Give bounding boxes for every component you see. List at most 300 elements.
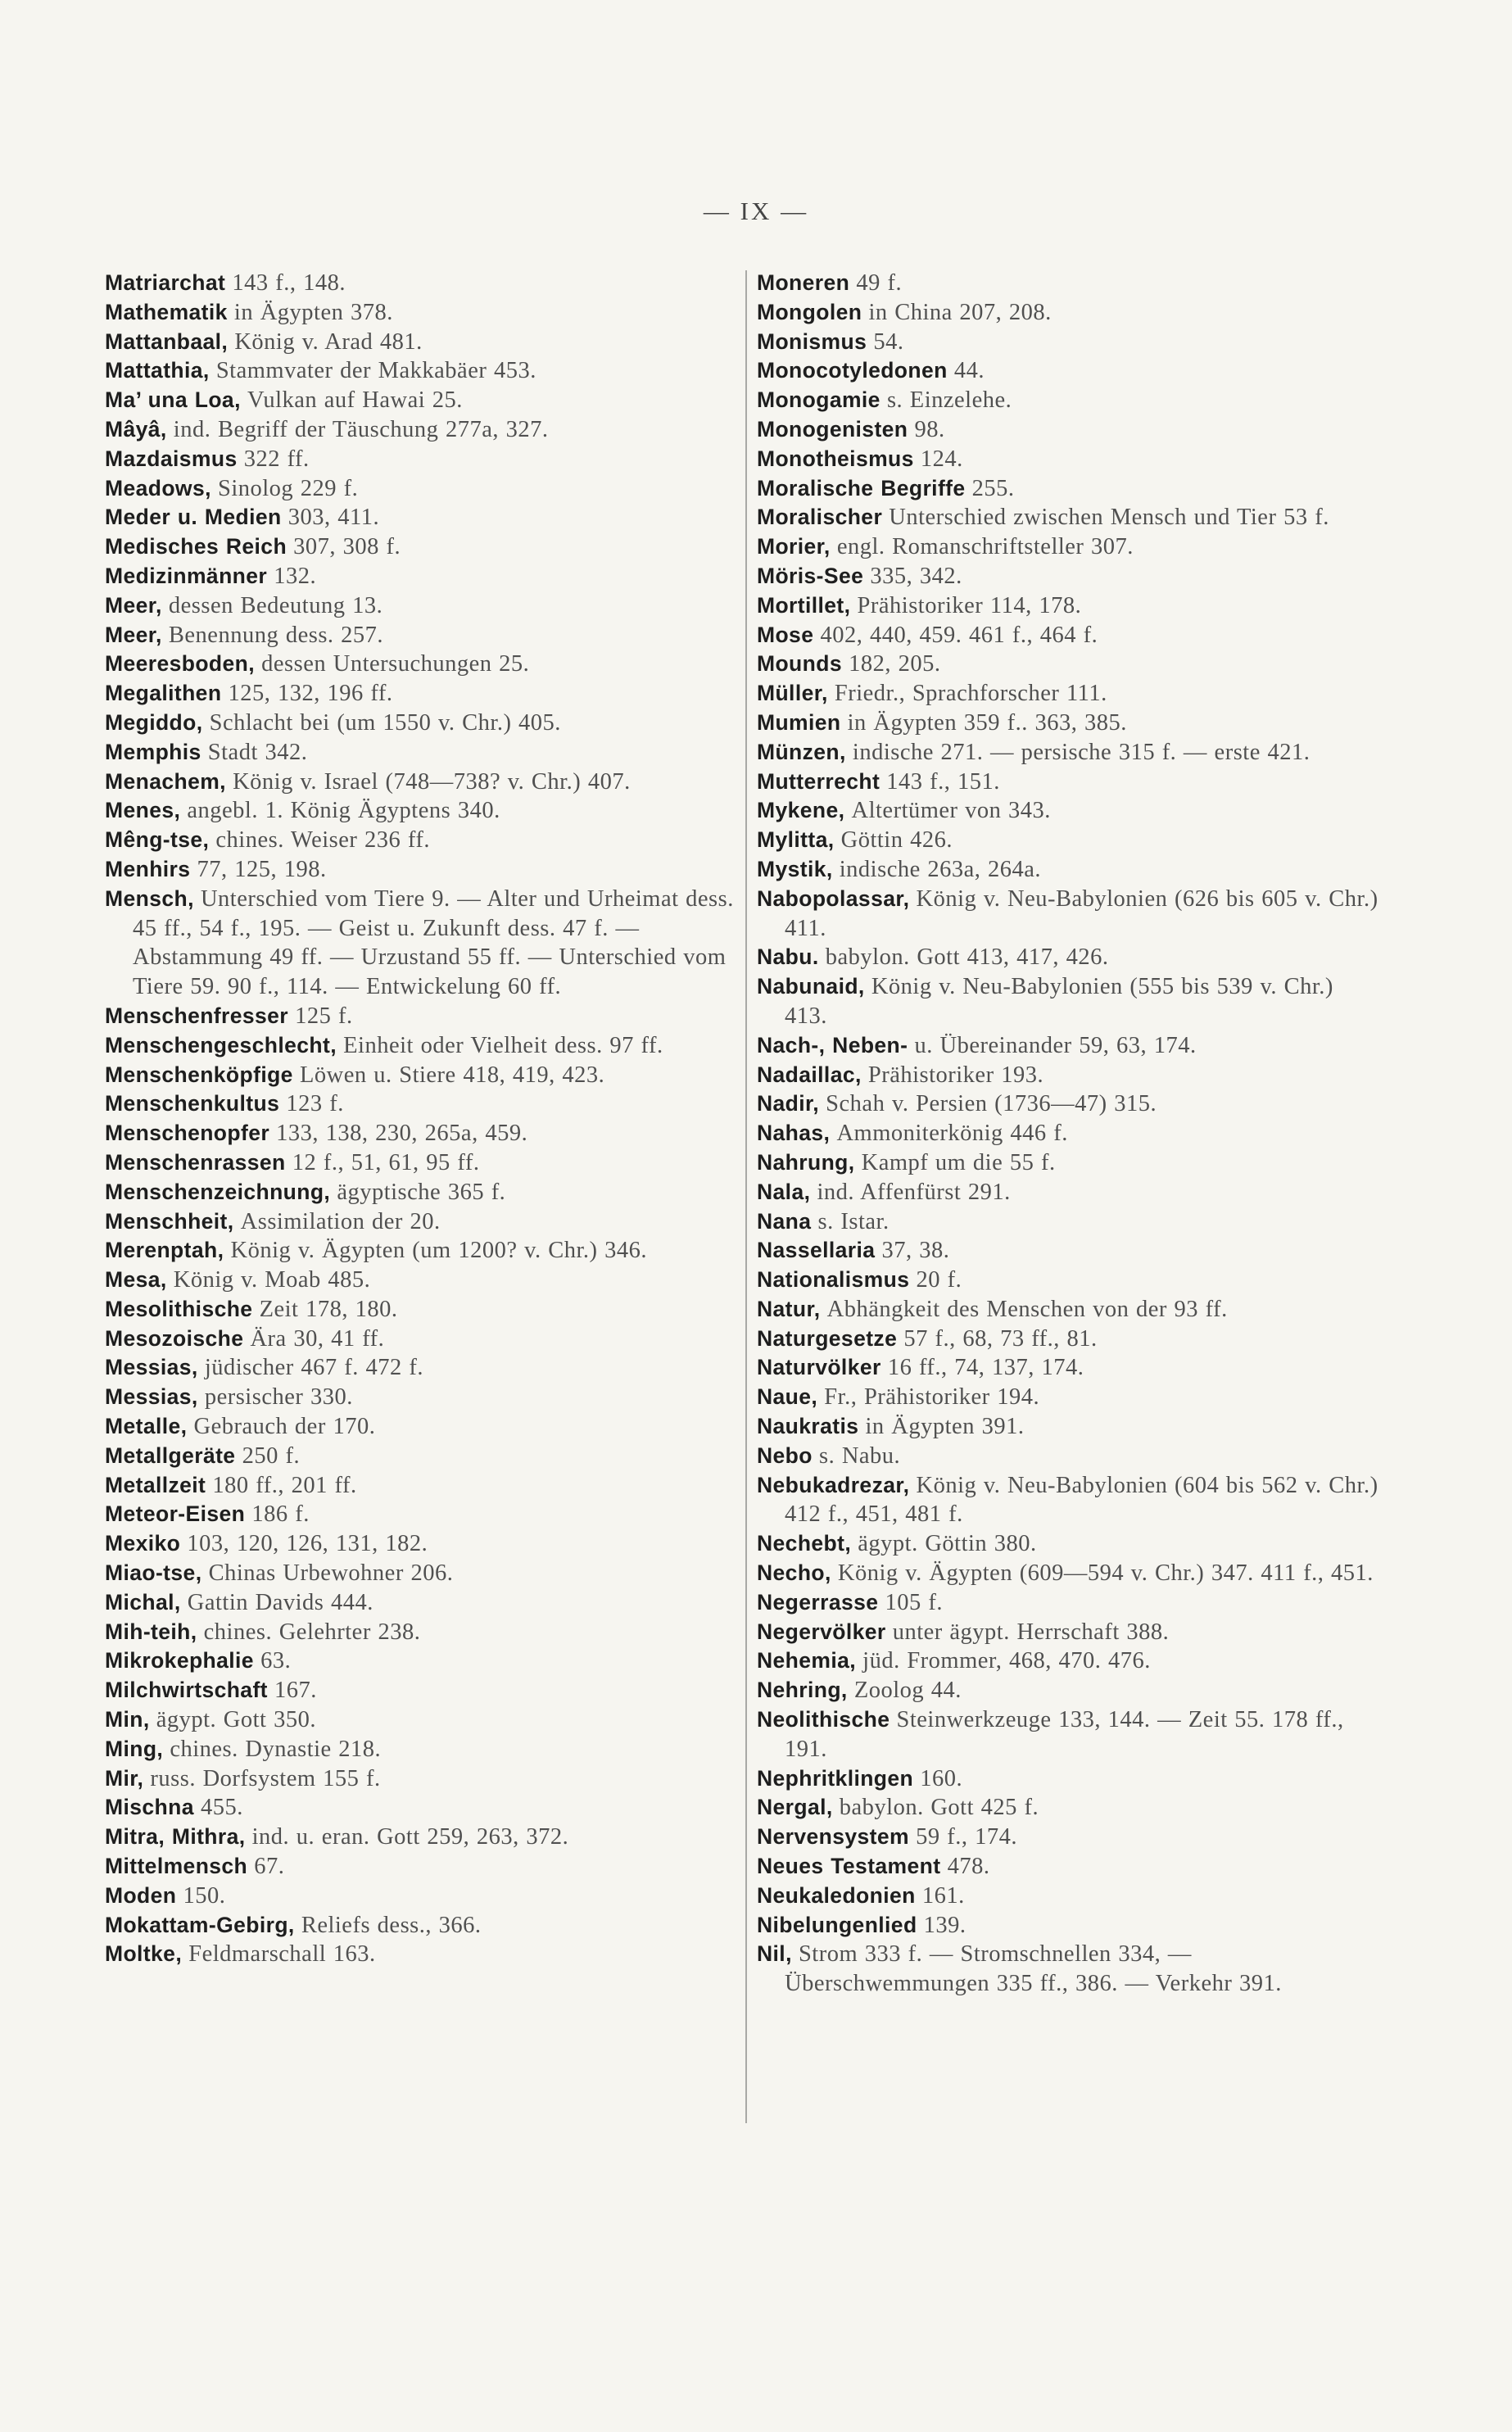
index-entry [757, 1793, 1379, 1823]
entry-references: 12 f., 51, 61, 95 ff. [292, 1149, 480, 1175]
index-entry [757, 855, 1379, 885]
entry-references: Sinolog 229 f. [217, 475, 359, 501]
entry-term: Mattanbaal, [105, 328, 229, 354]
index-entry [757, 943, 1379, 972]
entry-references: 98. [914, 416, 945, 442]
entry-term: Mêng-tse, [105, 827, 210, 853]
index-entry [757, 415, 1379, 445]
entry-references: 167. [274, 1678, 317, 1704]
entry-term: Moralischer [757, 505, 883, 530]
entry-term: Messias, [105, 1355, 198, 1380]
entry-term: Nehemia, [757, 1648, 857, 1673]
entry-term: Menschenfresser [105, 1003, 288, 1028]
entry-references: Steinwerkzeuge 133, 144. — Zeit 55. 178 ff., 191. [785, 1707, 1344, 1762]
entry-term: Miao-tse, [105, 1560, 202, 1586]
entry-references: 143 f., 148. [232, 270, 346, 296]
entry-term: Min, [105, 1707, 150, 1732]
entry-term: Memphis [105, 739, 201, 764]
entry-references: Kampf um die 55 f. [861, 1149, 1056, 1175]
index-entry [757, 474, 1379, 504]
index-entry [757, 709, 1379, 738]
entry-references: 125 f. [295, 1003, 353, 1029]
entry-term: Natur, [757, 1296, 821, 1321]
entry-references: in Ägypten 378. [233, 299, 393, 325]
index-entry [757, 386, 1379, 415]
entry-references: 322 ff. [243, 446, 310, 472]
entry-term: Metallgeräte [105, 1442, 236, 1468]
index-column-left [105, 269, 737, 1969]
entry-term: Moden [105, 1882, 177, 1908]
entry-references: 16 ff., 74, 137, 174. [887, 1355, 1084, 1381]
index-entry [757, 1676, 1379, 1705]
index-entry [105, 298, 737, 328]
entry-references: 478. [947, 1854, 990, 1880]
index-entry [105, 591, 737, 621]
entry-references: Gebrauch der 170. [193, 1414, 376, 1440]
entry-term: Mensch, [105, 885, 194, 911]
entry-term: Mokattam-Gebirg, [105, 1912, 295, 1937]
index-entry [757, 1031, 1379, 1061]
entry-references: Ära 30, 41 ff. [250, 1325, 385, 1352]
entry-term: Moltke, [105, 1941, 183, 1967]
entry-references: 54. [873, 328, 904, 355]
entry-references: 335, 342. [870, 563, 962, 589]
index-entry [757, 1353, 1379, 1383]
entry-references: dessen Untersuchungen 25. [261, 651, 530, 677]
index-entry [757, 650, 1379, 679]
entry-term: Menschenrassen [105, 1149, 286, 1175]
entry-references: König v. Neu-Babylonien (626 bis 605 v. Chr.) 411. [785, 885, 1378, 941]
entry-references: Prähistoriker 193. [867, 1062, 1044, 1088]
entry-term: Nabu. [757, 944, 819, 970]
entry-term: Ming, [105, 1736, 164, 1761]
entry-references: Löwen u. Stiere 418, 419, 423. [299, 1062, 605, 1088]
entry-term: Nach-, Neben- [757, 1032, 908, 1057]
entry-term: Neukaledonien [757, 1882, 916, 1908]
index-entry [105, 621, 737, 650]
entry-term: Nana [757, 1208, 812, 1234]
entry-term: Matriarchat [105, 270, 226, 295]
entry-term: Metallzeit [105, 1472, 206, 1497]
index-entry [105, 855, 737, 885]
entry-term: Mitra, Mithra, [105, 1824, 246, 1850]
entry-references: 160. [920, 1765, 963, 1791]
index-entry [105, 415, 737, 445]
index-entry [757, 445, 1379, 474]
entry-references: u. Übereinander 59, 63, 174. [914, 1032, 1197, 1058]
entry-references: Feldmarschall 163. [188, 1941, 376, 1968]
index-entry [105, 269, 737, 298]
entry-term: Menschenköpfige [105, 1062, 293, 1087]
entry-references: Unterschied vom Tiere 9. — Alter und Urheimat dess. 45 ff., 54 f., 195. — Geist u. Zukunft dess. 47 f. — Abstammung 49 ff. — Urzustand 55 ff. — Unterschied vom Tiere 59. 90 f., 114. — Entwickelung 60 ff. [133, 885, 734, 1000]
index-entry [757, 1529, 1379, 1559]
index-entry [757, 1471, 1379, 1530]
entry-term: Mose [757, 622, 814, 647]
index-entry [757, 1266, 1379, 1295]
entry-references: König v. Arad 481. [234, 328, 423, 355]
entry-references: Göttin 426. [840, 827, 953, 854]
entry-term: Mischna [105, 1795, 194, 1820]
entry-references: in Ägypten 391. [865, 1414, 1025, 1440]
entry-term: Mystik, [757, 856, 833, 881]
entry-references: 180 ff., 201 ff. [212, 1472, 357, 1498]
entry-term: Naturgesetze [757, 1325, 898, 1351]
index-entry [757, 1089, 1379, 1119]
entry-references: angebl. 1. König Ägyptens 340. [187, 798, 500, 824]
entry-references: Schah v. Persien (1736—47) 315. [826, 1091, 1157, 1117]
entry-term: Mathematik [105, 299, 228, 324]
entry-term: Mir, [105, 1765, 144, 1791]
entry-term: Meteor-Eisen [105, 1501, 246, 1527]
entry-term: Negervölker [757, 1619, 886, 1644]
entry-references: 455. [200, 1795, 243, 1821]
index-entry [757, 1911, 1379, 1941]
entry-references: 124. [920, 446, 963, 472]
entry-references: Fr., Prähistoriker 194. [824, 1384, 1040, 1411]
entry-references: chines. Gelehrter 238. [203, 1619, 421, 1645]
index-entry [105, 1559, 737, 1588]
index-entry [105, 1442, 737, 1471]
entry-references: Vulkan auf Hawai 25. [247, 387, 463, 414]
entry-term: Mongolen [757, 299, 862, 324]
index-entry [757, 1705, 1379, 1764]
index-entry [105, 1353, 737, 1383]
index-entry [757, 562, 1379, 591]
entry-term: Nala, [757, 1179, 811, 1204]
entry-references: 186 f. [251, 1501, 310, 1528]
entry-term: Nergal, [757, 1795, 833, 1820]
index-entry [105, 1236, 737, 1266]
entry-term: Nassellaria [757, 1238, 876, 1263]
entry-term: Meder u. Medien [105, 505, 282, 530]
entry-term: Moralische Begriffe [757, 475, 966, 500]
index-entry [105, 1529, 737, 1559]
index-entry [757, 1882, 1379, 1911]
entry-term: Münzen, [757, 739, 846, 764]
entry-references: 132. [274, 563, 317, 589]
entry-term: Mesozoische [105, 1325, 244, 1351]
index-entry [105, 885, 737, 1002]
entry-term: Merenptah, [105, 1238, 224, 1263]
index-entry [105, 356, 737, 386]
entry-references: 44. [953, 358, 985, 384]
entry-term: Nadir, [757, 1091, 820, 1116]
entry-references: Strom 333 f. — Stromschnellen 334, — Überschwemmungen 335 ff., 386. — Verkehr 391. [785, 1941, 1282, 1997]
index-entry [105, 1383, 737, 1412]
entry-references: unter ägypt. Herrschaft 388. [892, 1619, 1170, 1645]
entry-term: Nabunaid, [757, 974, 865, 999]
index-entry [105, 1852, 737, 1882]
entry-references: 123 f. [286, 1091, 344, 1117]
entry-term: Medizinmänner [105, 563, 268, 588]
entry-references: 125, 132, 196 ff. [228, 681, 393, 707]
entry-term: Neues Testament [757, 1854, 941, 1879]
index-entry [757, 1412, 1379, 1442]
entry-references: König v. Moab 485. [173, 1267, 371, 1293]
index-entry [105, 1207, 737, 1237]
index-entry [105, 386, 737, 415]
entry-term: Mittelmensch [105, 1854, 248, 1879]
index-entry [757, 885, 1379, 944]
entry-term: Nibelungenlied [757, 1912, 917, 1937]
entry-references: Stadt 342. [207, 739, 308, 765]
index-entry [757, 1119, 1379, 1148]
entry-references: 161. [921, 1882, 965, 1909]
entry-term: Menschheit, [105, 1208, 234, 1234]
index-entry [105, 1940, 737, 1969]
entry-references: 255. [971, 475, 1015, 501]
entry-term: Nahrung, [757, 1149, 855, 1175]
index-entry [757, 1178, 1379, 1207]
entry-references: Benennung dess. 257. [168, 622, 384, 648]
entry-term: Medisches Reich [105, 534, 287, 559]
entry-term: Mih-teih, [105, 1619, 197, 1644]
entry-references: König v. Israel (748—738? v. Chr.) 407. [233, 768, 631, 795]
entry-term: Nabopolassar, [757, 885, 910, 911]
entry-references: jüdischer 467 f. 472 f. [204, 1355, 424, 1381]
index-entry [105, 1911, 737, 1941]
entry-term: Menschenkultus [105, 1091, 280, 1116]
entry-references: 63. [260, 1648, 292, 1674]
entry-term: Nil, [757, 1941, 792, 1967]
index-entry [105, 562, 737, 591]
index-entry [757, 738, 1379, 768]
entry-term: Mylitta, [757, 827, 835, 853]
entry-references: indische 263a, 264a. [839, 856, 1042, 882]
entry-term: Milchwirtschaft [105, 1678, 268, 1703]
index-entry [105, 1295, 737, 1325]
entry-term: Mumien [757, 709, 841, 735]
index-entry [105, 1471, 737, 1501]
entry-references: ägypt. Göttin 380. [858, 1531, 1037, 1557]
index-entry [105, 1178, 737, 1207]
index-entry [105, 1646, 737, 1676]
index-entry [105, 1500, 737, 1529]
entry-references: 103, 120, 126, 131, 182. [187, 1531, 428, 1557]
entry-references: 57 f., 68, 73 ff., 81. [903, 1325, 1098, 1352]
index-entry [757, 1618, 1379, 1647]
entry-references: König v. Neu-Babylonien (555 bis 539 v. Chr.) 413. [785, 974, 1333, 1029]
entry-term: Neolithische [757, 1707, 890, 1732]
entry-term: Metalle, [105, 1414, 188, 1439]
entry-references: chines. Weiser 236 ff. [215, 827, 430, 854]
index-entry [105, 328, 737, 357]
entry-references: Unterschied zwischen Mensch und Tier 53 f. [889, 505, 1329, 531]
entry-term: Nechebt, [757, 1531, 852, 1556]
index-entry [757, 1383, 1379, 1412]
entry-term: Mykene, [757, 798, 845, 823]
entry-references: 402, 440, 459. 461 f., 464 f. [820, 622, 1098, 648]
entry-references: dessen Bedeutung 13. [168, 592, 383, 618]
entry-term: Müller, [757, 681, 828, 706]
entry-term: Negerrasse [757, 1589, 879, 1615]
index-entry [757, 298, 1379, 328]
entry-references: babylon. Gott 425 f. [839, 1795, 1039, 1821]
entry-references: 139. [923, 1912, 967, 1938]
index-entry [105, 1882, 737, 1911]
index-entry [105, 768, 737, 797]
entry-references: Altertümer von 343. [851, 798, 1051, 824]
entry-term: Nervensystem [757, 1824, 909, 1850]
entry-term: Nehring, [757, 1678, 848, 1703]
index-entry [105, 1266, 737, 1295]
entry-term: Necho, [757, 1560, 831, 1586]
entry-term: Menhirs [105, 856, 191, 881]
entry-references: ind. u. eran. Gott 259, 263, 372. [251, 1824, 569, 1850]
entry-term: Nationalismus [757, 1267, 910, 1293]
entry-term: Mortillet, [757, 592, 851, 618]
entry-references: Friedr., Sprachforscher 111. [834, 681, 1107, 707]
entry-references: s. Einzelehe. [886, 387, 1012, 414]
entry-term: Meer, [105, 592, 162, 618]
entry-term: Nadaillac, [757, 1062, 862, 1087]
index-entry [757, 621, 1379, 650]
entry-term: Michal, [105, 1589, 181, 1615]
entry-references: 250 f. [242, 1442, 301, 1469]
index-entry [757, 1852, 1379, 1882]
index-entry [105, 1325, 737, 1354]
entry-references: Assimilation der 20. [240, 1208, 441, 1234]
index-entry [757, 679, 1379, 709]
entry-term: Mazdaismus [105, 446, 238, 471]
index-entry [105, 709, 737, 738]
entry-term: Menes, [105, 798, 181, 823]
index-entry [757, 532, 1379, 562]
entry-references: Einheit oder Vielheit dess. 97 ff. [343, 1032, 663, 1058]
index-entry [757, 1559, 1379, 1588]
entry-references: babylon. Gott 413, 417, 426. [825, 944, 1109, 971]
index-entry [105, 826, 737, 855]
entry-term: Menschenopfer [105, 1121, 270, 1146]
entry-term: Nebukadrezar, [757, 1472, 910, 1497]
index-entry [105, 1793, 737, 1823]
column-divider [745, 270, 747, 2123]
index-entry [105, 650, 737, 679]
index-entry [757, 356, 1379, 386]
entry-references: persischer 330. [204, 1384, 353, 1411]
entry-term: Mutterrecht [757, 768, 880, 794]
entry-term: Nebo [757, 1442, 813, 1468]
index-entry [105, 503, 737, 532]
entry-references: Abhängkeit des Menschen von der 93 ff. [826, 1296, 1228, 1322]
entry-references: 37, 38. [881, 1238, 950, 1264]
index-entry [105, 679, 737, 709]
entry-references: engl. Romanschriftsteller 307. [836, 534, 1134, 560]
entry-term: Messias, [105, 1384, 198, 1410]
index-column-right [757, 269, 1379, 1999]
index-entry [105, 1764, 737, 1794]
index-entry [105, 738, 737, 768]
entry-term: Monismus [757, 328, 867, 354]
entry-term: Mesa, [105, 1267, 167, 1293]
index-entry [105, 445, 737, 474]
entry-references: Stammvater der Makkabäer 453. [215, 358, 536, 384]
entry-term: Meer, [105, 622, 162, 647]
entry-term: Menachem, [105, 768, 226, 794]
entry-term: Menschenzeichnung, [105, 1179, 331, 1204]
index-entry [757, 1061, 1379, 1090]
entry-term: Mounds [757, 651, 842, 677]
page-number-header: — IX — [703, 197, 809, 225]
entry-term: Nephritklingen [757, 1765, 914, 1791]
entry-term: Morier, [757, 534, 831, 559]
index-entry [757, 768, 1379, 797]
entry-references: ägyptische 365 f. [337, 1179, 506, 1205]
index-entry [757, 1940, 1379, 1999]
entry-references: Ammoniterkönig 446 f. [836, 1121, 1068, 1147]
entry-term: Monotheismus [757, 446, 914, 471]
entry-references: 303, 411. [287, 505, 380, 531]
entry-term: Naturvölker [757, 1355, 881, 1380]
index-entry [105, 1823, 737, 1852]
index-entry [757, 1207, 1379, 1237]
index-entry [757, 1442, 1379, 1471]
entry-references: 67. [254, 1854, 285, 1880]
entry-references: Gattin Davids 444. [187, 1589, 373, 1615]
entry-references: 49 f. [856, 270, 903, 296]
entry-term: Nahas, [757, 1121, 831, 1146]
index-entry [105, 1089, 737, 1119]
entry-term: Möris-See [757, 563, 864, 588]
entry-term: Mattathia, [105, 358, 210, 383]
entry-references: ägypt. Gott 350. [156, 1707, 316, 1733]
entry-references: Chinas Urbewohner 206. [208, 1560, 454, 1587]
index-entry [757, 1148, 1379, 1178]
index-entry [757, 1295, 1379, 1325]
entry-references: jüd. Frommer, 468, 470. 476. [862, 1648, 1151, 1674]
index-entry [757, 328, 1379, 357]
entry-references: 105 f. [885, 1589, 944, 1615]
entry-references: König v. Ägypten (um 1200? v. Chr.) 346. [230, 1238, 648, 1264]
entry-references: 307, 308 f. [293, 534, 401, 560]
entry-term: Mexiko [105, 1531, 181, 1556]
entry-references: 59 f., 174. [916, 1824, 1017, 1850]
index-entry [105, 474, 737, 504]
entry-references: russ. Dorfsystem 155 f. [150, 1765, 381, 1791]
index-entry [757, 1646, 1379, 1676]
entry-references: Prähistoriker 114, 178. [857, 592, 1082, 618]
index-entry [757, 591, 1379, 621]
entry-references: 143 f., 151. [886, 768, 1000, 795]
entry-references: 77, 125, 198. [197, 856, 327, 882]
entry-term: Ma’ una Loa, [105, 387, 241, 413]
entry-term: Menschengeschlecht, [105, 1032, 337, 1057]
index-entry [757, 1764, 1379, 1794]
index-entry [105, 1119, 737, 1148]
entry-references: in China 207, 208. [868, 299, 1052, 325]
entry-references: chines. Dynastie 218. [170, 1736, 382, 1762]
entry-term: Naue, [757, 1384, 818, 1410]
entry-references: 20 f. [916, 1267, 962, 1293]
index-entry [757, 1325, 1379, 1354]
entry-references: Zoolog 44. [853, 1678, 962, 1704]
entry-references: König v. Neu-Babylonien (604 bis 562 v. Chr.) 412 f., 451, 481 f. [785, 1472, 1378, 1528]
entry-references: ind. Affenfürst 291. [817, 1179, 1011, 1205]
entry-references: Zeit 178, 180. [259, 1296, 398, 1322]
entry-references: in Ägypten 359 f.. 363, 385. [847, 709, 1127, 736]
index-entry [757, 1236, 1379, 1266]
entry-references: 133, 138, 230, 265a, 459. [276, 1121, 528, 1147]
entry-references: 182, 205. [849, 651, 941, 677]
index-entry [757, 1588, 1379, 1618]
index-entry [105, 1588, 737, 1618]
index-entry [105, 1031, 737, 1061]
entry-references: 150. [183, 1882, 226, 1909]
entry-term: Monocotyledonen [757, 358, 948, 383]
entry-term: Mesolithische [105, 1296, 253, 1321]
entry-term: Moneren [757, 270, 850, 295]
entry-references: indische 271. — persische 315 f. — erste 421. [852, 739, 1311, 765]
